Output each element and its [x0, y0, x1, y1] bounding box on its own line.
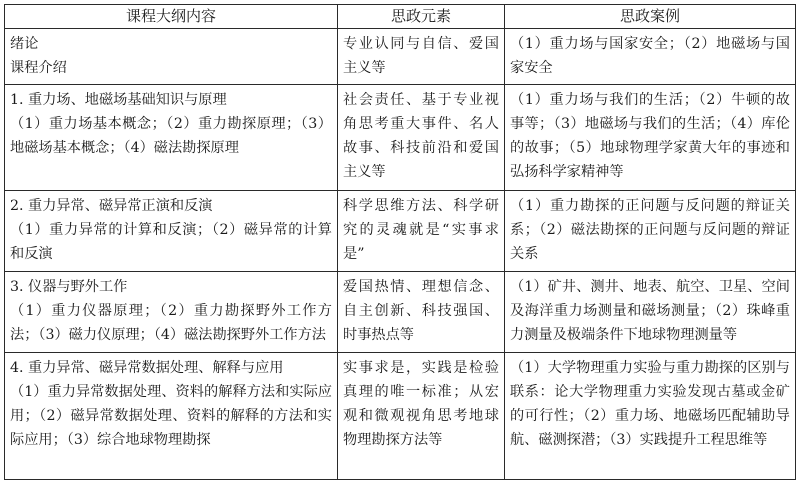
course-outline-table [4, 4, 796, 480]
table-row [5, 272, 796, 353]
case-cell: （1）矿井、测井、地表、航空、卫星、空间及海洋重力场测量和磁场测量；（2）珠峰重力测量及极端条件下地球物理测量等 [505, 272, 796, 353]
outline-title: 1. 重力场、地磁场基础知识与原理 [10, 92, 227, 108]
outline-detail: （1）重力异常的计算和反演；（2）磁异常的计算和反演 [10, 222, 332, 262]
outline-cell [5, 29, 338, 85]
case-cell: （1）重力场与我们的生活；（2）牛顿的故事等；（3）地磁场与我们的生活；（4）库伦的故事；（5）地球物理学家黄大年的事迹和弘扬科学家精神等 [505, 85, 796, 191]
table-row [5, 353, 796, 480]
table-row [5, 85, 796, 191]
outline-cell [5, 85, 338, 191]
outline-detail: （1）重力场基本概念；（2）重力勘探原理；（3）地磁场基本概念；（4）磁法勘探原理 [10, 116, 332, 156]
outline-cell [5, 191, 338, 272]
case-cell: （1）重力勘探的正问题与反问题的辩证关系；（2）磁法勘探的正问题与反问题的辩证关系 [505, 191, 796, 272]
element-cell: 实事求是，实践是检验真理的唯一标准；从宏观和微观视角思考地球物理勘探方法等 [338, 353, 505, 480]
outline-detail: （1）重力异常数据处理、资料的解释方法和实际应用；（2）磁异常数据处理、资料的解释的方法和实际应用；（3）综合地球物理勘探 [10, 384, 332, 448]
header-row [5, 5, 796, 29]
outline-title: 4. 重力异常、磁异常数据处理、解释与应用 [10, 360, 284, 376]
header-ideological-elements: 思政元素 [338, 5, 505, 29]
table-row [5, 29, 796, 85]
outline-detail: （1）重力仪器原理；（2）重力勘探野外工作方法；（3）磁力仪原理；（4）磁法勘探野外工作方法 [10, 303, 332, 343]
table-row [5, 191, 796, 272]
outline-cell [5, 353, 338, 480]
outline-cell [5, 272, 338, 353]
element-cell: 专业认同与自信、爱国主义等 [338, 29, 505, 85]
case-cell: （1）重力场与国家安全；（2）地磁场与国家安全 [505, 29, 796, 85]
element-cell: 社会责任、基于专业视角思考重大事件、名人故事、科技前沿和爱国主义等 [338, 85, 505, 191]
outline-detail: 课程介绍 [10, 60, 67, 76]
header-course-outline: 课程大纲内容 [5, 5, 338, 29]
element-cell: 科学思维方法、科学研究的灵魂就是“实事求是” [338, 191, 505, 272]
outline-title: 3. 仪器与野外工作 [10, 279, 128, 295]
outline-title: 2. 重力异常、磁异常正演和反演 [10, 198, 213, 214]
element-cell: 爱国热情、理想信念、自主创新、科技强国、时事热点等 [338, 272, 505, 353]
case-cell: （1）大学物理重力实验与重力勘探的区别与联系：论大学物理重力实验发现古墓或金矿的可行性；（2）重力场、地磁场匹配辅助导航、磁测探潜；（3）实践提升工程思维等 [505, 353, 796, 480]
header-ideological-cases: 思政案例 [505, 5, 796, 29]
outline-title: 绪论 [10, 36, 39, 52]
